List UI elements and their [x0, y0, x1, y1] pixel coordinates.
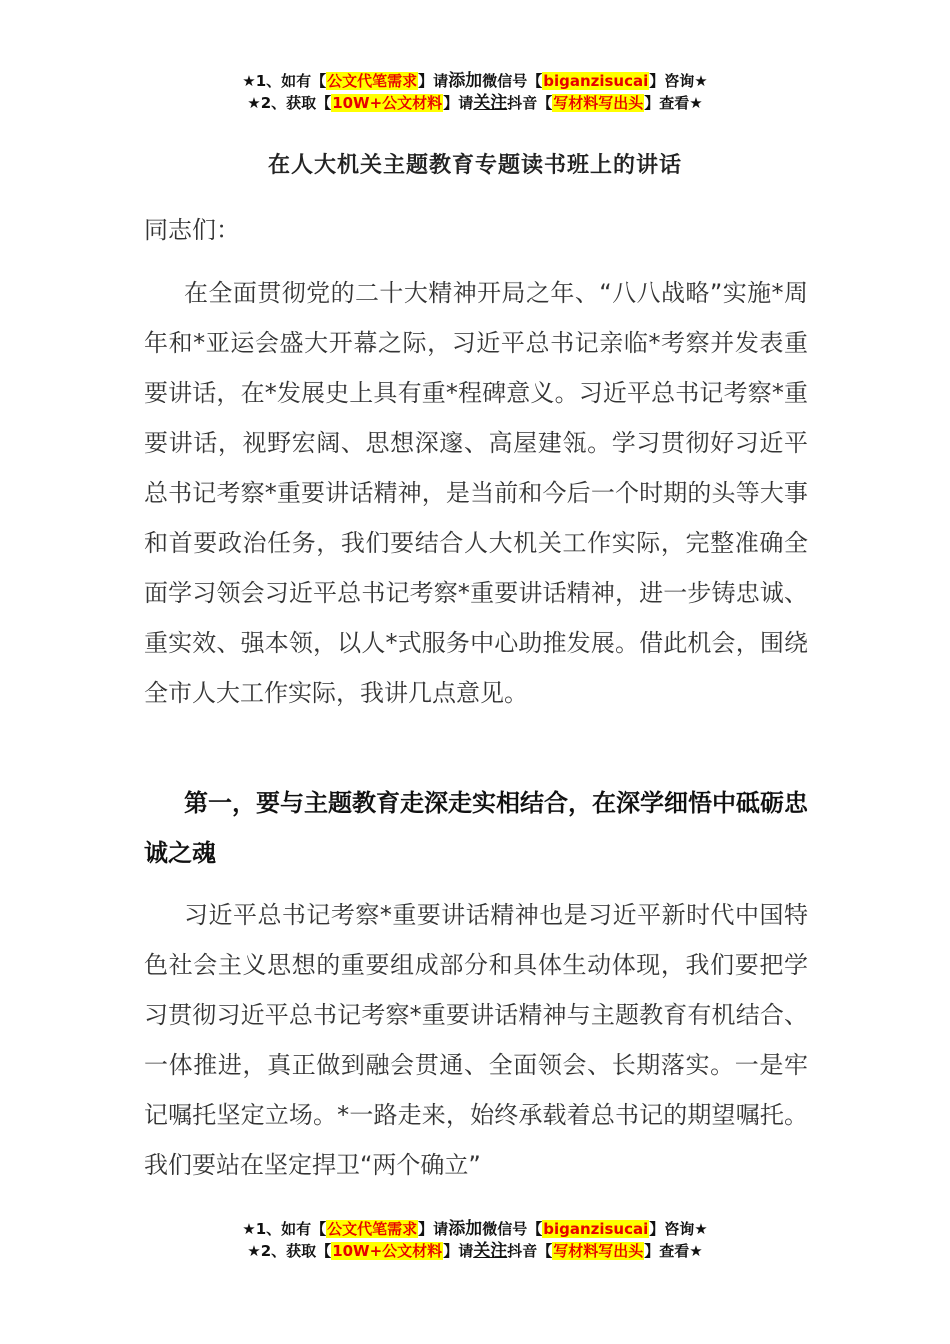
promo-text: ★2、获取【	[247, 1242, 332, 1260]
highlight-douyin-account: 写材料写出头	[553, 94, 644, 112]
emphasis-add: 添加	[448, 71, 483, 91]
highlight-service: 公文代笔需求	[327, 1220, 418, 1238]
promo-text: 】请	[443, 1242, 474, 1260]
promo-text: 微信号【	[482, 72, 543, 90]
promo-text: 】咨询★	[649, 72, 708, 90]
promo-text: ★1、如有【	[242, 1220, 327, 1238]
highlight-douyin-account: 写材料写出头	[553, 1242, 644, 1260]
highlight-materials: 10W+公文材料	[332, 94, 443, 112]
highlight-wechat-id: biganzisucai	[543, 72, 649, 90]
emphasis-follow: 关注	[473, 93, 508, 113]
body-paragraph-2: 习近平总书记考察*重要讲话精神也是习近平新时代中国特色社会主义思想的重要组成部分和具体生动体现，我们要把学习贯彻习近平总书记考察*重要讲话精神与主题教育有机结合、一体推进，真正做到融会贯通、全面领会、长期落实。一是牢记嘱托坚定立场。*一路走来，始终承载着总书记的期望嘱托。我们要站在坚定捍卫“两个确立”	[144, 901, 808, 1179]
promo-text: 】查看★	[644, 1242, 703, 1260]
promo-line-1	[0, 70, 950, 92]
promo-text: ★2、获取【	[247, 94, 332, 112]
promo-text: 】查看★	[644, 94, 703, 112]
highlight-materials: 10W+公文材料	[332, 1242, 443, 1260]
promo-banner-top	[0, 70, 950, 114]
greeting: 同志们：	[144, 216, 240, 244]
promo-line-1	[0, 1218, 950, 1240]
promo-line-2	[0, 1240, 950, 1262]
promo-text: 抖音【	[507, 1242, 553, 1260]
highlight-service: 公文代笔需求	[327, 72, 418, 90]
promo-text: 】请	[443, 94, 474, 112]
section-heading-1: 第一，要与主题教育走深走实相结合，在深学细悟中砥砺忠诚之魂	[144, 789, 808, 867]
promo-text: 】请	[418, 72, 449, 90]
promo-text: 】请	[418, 1220, 449, 1238]
promo-line-2	[0, 92, 950, 114]
promo-text: 微信号【	[482, 1220, 543, 1238]
emphasis-add: 添加	[448, 1219, 483, 1239]
promo-text: ★1、如有【	[242, 72, 327, 90]
promo-text: 抖音【	[507, 94, 553, 112]
document-title: 在人大机关主题教育专题读书班上的讲话	[267, 153, 682, 178]
highlight-wechat-id: biganzisucai	[543, 1220, 649, 1238]
promo-banner-bottom	[0, 1218, 950, 1262]
body-paragraph-1: 在全面贯彻党的二十大精神开局之年、“八八战略”实施*周年和*亚运会盛大开幕之际，习近平总书记亲临*考察并发表重要讲话，在*发展史上具有重*程碑意义。习近平总书记考察*重要讲话，视野宏阔、思想深邃、高屋建瓴。学习贯彻好习近平总书记考察*重要讲话精神，是当前和今后一个时期的头等大事和首要政治任务，我们要结合人大机关工作实际，完整准确全面学习领会习近平总书记考察*重要讲话精神，进一步铸忠诚、重实效、强本领，以人*式服务中心助推发展。借此机会，围绕全市人大工作实际，我讲几点意见。	[144, 279, 808, 707]
emphasis-follow: 关注	[473, 1241, 508, 1261]
promo-text: 】咨询★	[649, 1220, 708, 1238]
